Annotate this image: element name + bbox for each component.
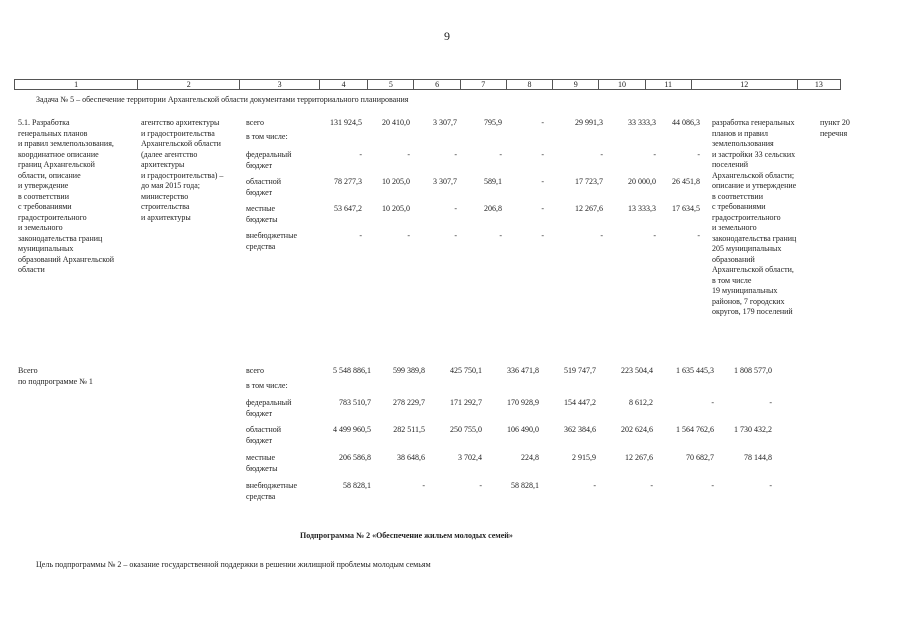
value-cell: 17 723,7 [575,177,603,186]
source-label: местные бюджеты [246,453,278,473]
value-cell: 3 307,7 [433,118,457,127]
value-cell: - [499,150,502,159]
value-cell: 202 624,6 [621,425,653,434]
column-header: 10 [599,80,645,89]
value-cell: 58 828,1 [511,481,539,490]
value-cell: 131 924,5 [330,118,362,127]
goal-line: Цель подпрограммы № 2 – оказание государственной поддержки в решении жилищной проблемы молодым семьям [36,560,431,569]
value-cell: 224,8 [521,453,539,462]
value-cell: 8 612,2 [629,398,653,407]
value-cell: - [407,231,410,240]
value-cell: 26 451,8 [672,177,700,186]
value-cell: 10 205,0 [382,177,410,186]
value-cell: - [479,481,482,490]
value-cell: 154 447,2 [564,398,596,407]
value-cell: - [593,481,596,490]
value-cell: 29 991,3 [575,118,603,127]
value-cell: - [650,481,653,490]
value-cell: 17 634,5 [672,204,700,213]
value-cell: 78 277,3 [334,177,362,186]
value-cell: 44 086,3 [672,118,700,127]
column-header: 12 [692,80,798,89]
value-cell: 425 750,1 [450,366,482,375]
value-cell: 589,1 [484,177,502,186]
value-cell: 278 229,7 [393,398,425,407]
measure-name: 5.1. Разработка генеральных планов и правил землепользования, координатное описание границ Архангельской области, описание и утверждение в соответствии с требованиями градостроительного и земельного законодательства границ муниципальных образований Архангельской области [18,118,114,274]
task-line: Задача № 5 – обеспечение территории Архангельской области документами территориального планирования [36,95,409,104]
value-cell: - [499,231,502,240]
value-cell: 1 730 432,2 [734,425,772,434]
value-cell: 1 564 762,6 [676,425,714,434]
value-cell: 13 333,3 [628,204,656,213]
column-header: 13 [814,80,823,89]
value-cell: - [769,481,772,490]
source-label: областной бюджет [246,425,282,445]
value-cell: 171 292,7 [450,398,482,407]
value-cell: 519 747,7 [564,366,596,375]
reference-item: пункт 20 перечня [820,118,850,138]
value-cell: 10 205,0 [382,204,410,213]
source-label: внебюджетные средства [246,481,297,501]
column-header: 2 [138,80,240,89]
column-header-row [14,79,841,90]
value-cell: - [454,150,457,159]
value-cell: 12 267,6 [625,453,653,462]
value-cell: - [711,481,714,490]
value-cell: - [541,231,544,240]
source-label: внебюджетные средства [246,231,297,251]
source-label: федеральный бюджет [246,398,292,418]
column-header: 3 [240,80,320,89]
source-label: федеральный бюджет [246,150,292,170]
value-cell: - [711,398,714,407]
column-header: 1 [15,80,138,89]
value-cell: 336 471,8 [507,366,539,375]
value-cell: - [359,150,362,159]
value-cell: 106 490,0 [507,425,539,434]
value-cell: - [653,231,656,240]
column-header: 9 [553,80,599,89]
value-cell: - [454,204,457,213]
value-cell: - [541,150,544,159]
value-cell: 78 144,8 [744,453,772,462]
column-header: 7 [461,80,507,89]
value-cell: - [359,231,362,240]
subtotal-name: Всего по подпрограмме № 1 [18,366,93,386]
value-cell: 170 928,9 [507,398,539,407]
subprogram-title: Подпрограмма № 2 «Обеспечение жильем молодых семей» [300,531,513,540]
value-cell: - [600,150,603,159]
value-cell: 3 307,7 [433,177,457,186]
value-cell: 1 808 577,0 [734,366,772,375]
value-cell: 4 499 960,5 [333,425,371,434]
page-number: 9 [444,29,450,43]
value-cell: - [653,150,656,159]
value-cell: 1 635 445,3 [676,366,714,375]
value-cell: - [541,204,544,213]
value-cell: 250 755,0 [450,425,482,434]
value-cell: - [600,231,603,240]
value-cell: - [541,177,544,186]
value-cell: - [697,150,700,159]
value-cell: 38 648,6 [397,453,425,462]
value-cell: 783 510,7 [339,398,371,407]
value-cell: 20 410,0 [382,118,410,127]
value-cell: - [454,231,457,240]
column-header: 11 [646,80,692,89]
source-label: в том числе: [246,381,288,390]
value-cell: - [769,398,772,407]
value-cell: 223 504,4 [621,366,653,375]
value-cell: 206,8 [484,204,502,213]
value-cell: 5 548 886,1 [333,366,371,375]
value-cell: 795,9 [484,118,502,127]
value-cell: 599 389,8 [393,366,425,375]
column-header: 5 [368,80,414,89]
value-cell: 12 267,6 [575,204,603,213]
executor: агентство архитектуры и градостроительства Архангельской области (далее агентство архитектуры и градостроительства) – до мая 2015 года; министерство строительства и архитектуры [141,118,224,222]
source-label: областной бюджет [246,177,282,197]
value-cell: 3 702,4 [458,453,482,462]
value-cell: 58 828,1 [343,481,371,490]
value-cell: 362 384,6 [564,425,596,434]
column-header: 6 [414,80,460,89]
value-cell: - [541,118,544,127]
value-cell: 53 647,2 [334,204,362,213]
column-header: 4 [320,80,368,89]
column-header: 8 [507,80,553,89]
value-cell: - [422,481,425,490]
expected-result: разработка генеральных планов и правил землепользования и застройки 33 сельских поселений Архангельской области; описание и утверждение в соответствии с требованиями градостроительного и земельного законодательства границ 205 муниципальных образований Архангельской области, в том числе 19 муниципальных районов, 7 городских округов, 179 поселений [712,118,797,316]
value-cell: 33 333,3 [628,118,656,127]
value-cell: - [407,150,410,159]
source-label: местные бюджеты [246,204,278,224]
value-cell: 282 511,5 [393,425,425,434]
value-cell: 70 682,7 [686,453,714,462]
value-cell: - [697,231,700,240]
value-cell: 2 915,9 [572,453,596,462]
value-cell: 20 000,0 [628,177,656,186]
source-label: всего [246,118,265,127]
value-cell: 206 586,8 [339,453,371,462]
source-label: в том числе: [246,132,288,141]
source-label: всего [246,366,265,375]
